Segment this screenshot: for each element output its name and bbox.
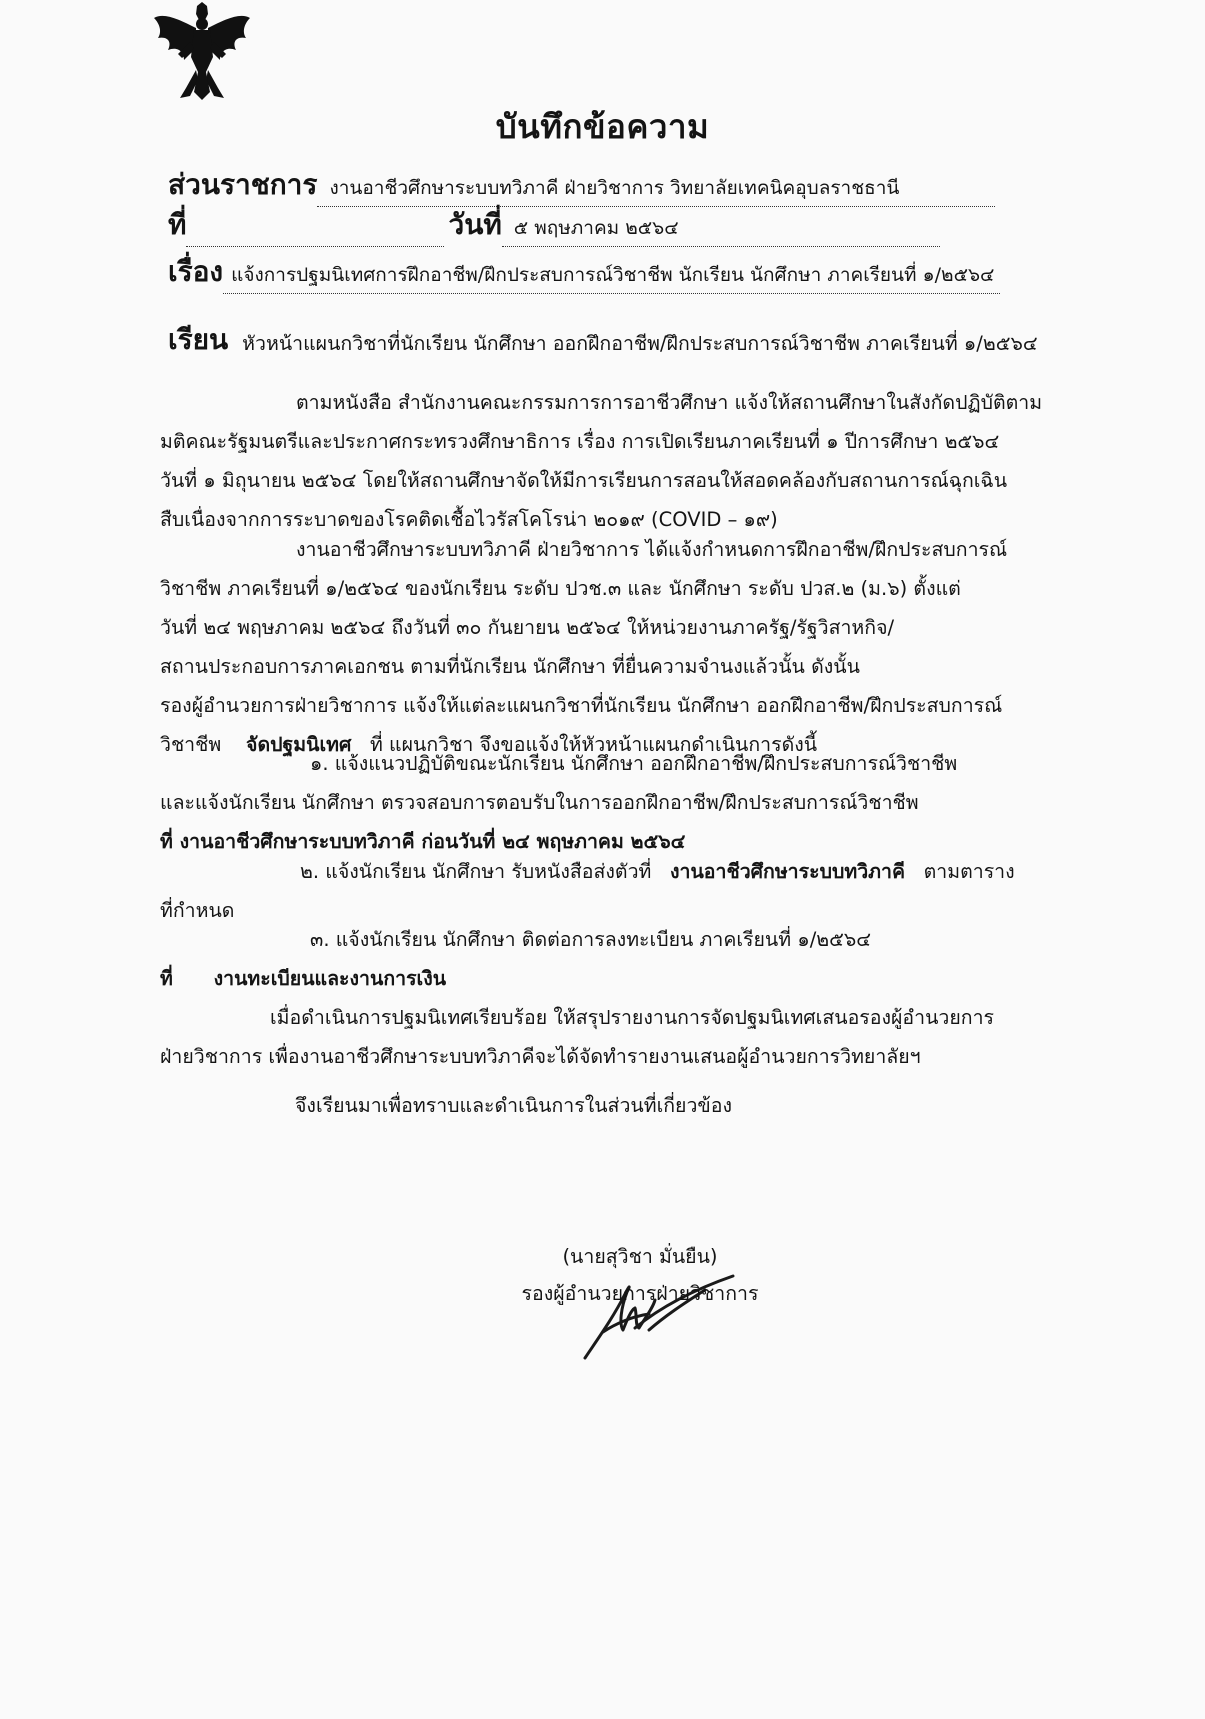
item1-line-1: ๑. แจ้งแนวปฏิบัติขณะนักเรียน นักศึกษา ออกฝึกอาชีพ/ฝึกประสบการณ์วิชาชีพ <box>310 752 958 775</box>
p2-line-6-b: จัดปฐมนิเทศ <box>246 733 352 756</box>
p3-line-1: เมื่อดำเนินการปฐมนิเทศเรียบร้อย ให้สรุปรายงานการจัดปฐมนิเทศเสนอรองผู้อำนวยการ <box>270 1006 995 1029</box>
p2-line-3: วันที่ ๒๔ พฤษภาคม ๒๕๖๔ ถึงวันที่ ๓๐ กันยายน ๒๕๖๔ ให้หน่วยงานภาครัฐ/รัฐวิสาหกิจ/ <box>160 616 895 639</box>
item-2 <box>160 852 1098 930</box>
garuda-emblem-icon <box>150 2 254 102</box>
number-label: ที่ <box>168 208 187 241</box>
p1-line-1: ตามหนังสือ สำนักงานคณะกรรมการการอาชีวศึกษา แจ้งให้สถานศึกษาในสังกัดปฏิบัติตาม <box>296 391 1043 414</box>
paragraph-2 <box>160 530 1098 764</box>
document-title: บันทึกข้อความ <box>495 107 710 146</box>
item3-line-2-b: งานทะเบียนและงานการเงิน <box>213 967 447 990</box>
closing-text: จึงเรียนมาเพื่อทราบและดำเนินการในส่วนที่เกี่ยวข้อง <box>295 1094 732 1117</box>
division-label: ส่วนราชการ <box>168 168 318 201</box>
p2-line-2: วิชาชีพ ภาคเรียนที่ ๑/๒๕๖๔ ของนักเรียน ระดับ ปวช.๓ และ นักศึกษา ระดับ ปวส.๒ (ม.๖) ตั้งแต่ <box>160 577 961 600</box>
subject-label: เรื่อง <box>168 255 224 288</box>
subject-value: แจ้งการปฐมนิเทศการฝึกอาชีพ/ฝึกประสบการณ์วิชาชีพ นักเรียน นักศึกษา ภาคเรียนที่ ๑/๒๕๖๔ <box>223 260 1000 294</box>
p2-line-1: งานอาชีวศึกษาระบบทวิภาคี ฝ่ายวิชาการ ได้แจ้งกำหนดการฝึกอาชีพ/ฝึกประสบการณ์ <box>296 538 1008 561</box>
item1-line-3: ที่ งานอาชีวศึกษาระบบทวิภาคี ก่อนวันที่ ๒๔ พฤษภาคม ๒๕๖๔ <box>160 830 686 853</box>
p2-line-6-a: วิชาชีพ <box>160 733 222 756</box>
date-value: ๕ พฤษภาคม ๒๕๖๔ <box>502 213 940 247</box>
p1-line-4: สืบเนื่องจากการระบาดของโรคติดเชื้อไวรัสโคโรน่า ๒๐๑๙ (COVID – ๑๙) <box>160 508 778 531</box>
p2-line-5: รองผู้อำนวยการฝ่ายวิชาการ แจ้งให้แต่ละแผนกวิชาที่นักเรียน นักศึกษา ออกฝึกอาชีพ/ฝึกประสบการณ์ <box>160 694 1003 717</box>
item2-line-1 <box>160 852 1098 891</box>
item-3 <box>160 920 1098 998</box>
closing-paragraph <box>160 1086 1098 1125</box>
paragraph-3 <box>160 998 1098 1076</box>
item2-line-1-b: งานอาชีวศึกษาระบบทวิภาคี <box>670 860 905 883</box>
p2-line-6-c: ที่ แผนกวิชา จึงขอแจ้งให้หัวหน้าแผนกดำเนินการดังนี้ <box>369 733 818 756</box>
item2-line-2: ที่กำหนด <box>160 899 235 922</box>
subject-row <box>168 250 1000 294</box>
item2-line-1-c: ตามตาราง <box>923 860 1015 883</box>
item1-line-2: และแจ้งนักเรียน นักศึกษา ตรวจสอบการตอบรับในการออกฝึกอาชีพ/ฝึกประสบการณ์วิชาชีพ <box>160 791 919 814</box>
to-label: เรียน <box>168 323 229 356</box>
to-row <box>168 318 1038 362</box>
date-label: วันที่ <box>448 208 502 241</box>
item3-line-2-a: ที่ <box>160 967 173 990</box>
item-1 <box>160 744 1098 861</box>
item3-line-1: ๓. แจ้งนักเรียน นักศึกษา ติดต่อการลงทะเบียน ภาคเรียนที่ ๑/๒๕๖๔ <box>310 928 872 951</box>
p3-line-2: ฝ่ายวิชาการ เพื่องานอาชีวศึกษาระบบทวิภาคีจะได้จัดทำรายงานเสนอผู้อำนวยการวิทยาลัยฯ <box>160 1045 921 1068</box>
number-date-row <box>168 203 940 247</box>
signatory-position: รองผู้อำนวยการฝ่ายวิชาการ <box>521 1282 759 1305</box>
item3-line-2 <box>160 959 1098 998</box>
p1-line-3: วันที่ ๑ มิถุนายน ๒๕๖๔ โดยให้สถานศึกษาจัดให้มีการเรียนการสอนให้สอดคล้องกับสถานการณ์ฉุกเฉิน <box>160 469 1008 492</box>
number-value <box>186 243 444 247</box>
signatory-name: (นายสุวิชา มั่นยืน) <box>562 1245 718 1268</box>
item2-line-1-a: ๒. แจ้งนักเรียน นักศึกษา รับหนังสือส่งตัวที่ <box>300 860 652 883</box>
p2-line-4: สถานประกอบการภาคเอกชน ตามที่นักเรียน นักศึกษา ที่ยื่นความจำนงแล้วนั้น ดังนั้น <box>160 655 860 678</box>
paragraph-1 <box>160 383 1098 539</box>
division-value: งานอาชีวศึกษาระบบทวิภาคี ฝ่ายวิชาการ วิทยาลัยเทคนิคอุบลราชธานี <box>317 173 995 207</box>
p1-line-2: มติคณะรัฐมนตรีและประกาศกระทรวงศึกษาธิการ เรื่อง การเปิดเรียนภาคเรียนที่ ๑ ปีการศึกษา ๒๕๖๔ <box>160 430 1000 453</box>
division-row <box>168 163 995 207</box>
to-value: หัวหน้าแผนกวิชาที่นักเรียน นักศึกษา ออกฝึกอาชีพ/ฝึกประสบการณ์วิชาชีพ ภาคเรียนที่ ๑/๒๕๖๔ <box>242 332 1038 355</box>
